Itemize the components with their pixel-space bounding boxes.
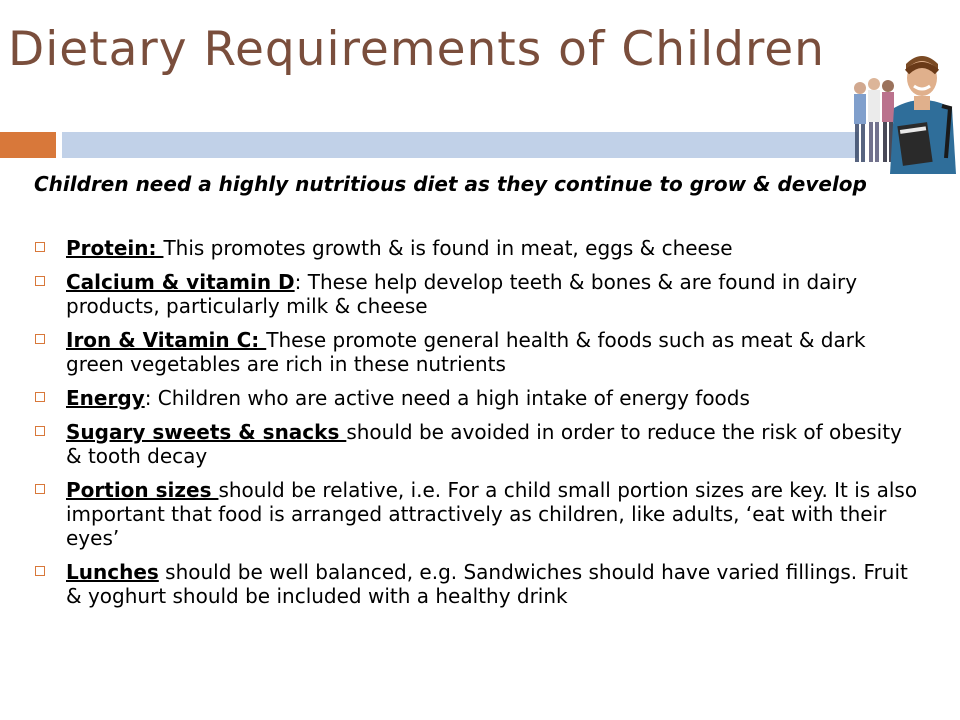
hollow-square-icon <box>35 484 45 494</box>
bullet-term: Lunches <box>66 560 159 584</box>
bullet-text: should be well balanced, e.g. Sandwiches should have varied fillings. Fruit & yoghurt should be included with a healthy drink <box>66 560 908 608</box>
hollow-square-icon <box>35 334 45 344</box>
bullet-term: Protein: <box>66 236 164 260</box>
list-item <box>0 386 920 410</box>
students-photo <box>846 48 960 174</box>
hollow-square-icon <box>35 426 45 436</box>
bullet-term: Iron & Vitamin C: <box>66 328 267 352</box>
bullet-term: Energy <box>66 386 145 410</box>
bullet-text: This promotes growth & is found in meat, eggs & cheese <box>163 236 733 260</box>
hollow-square-icon <box>35 242 45 252</box>
hollow-square-icon <box>35 276 45 286</box>
bullet-term: Calcium & vitamin D <box>66 270 295 294</box>
list-item <box>0 478 920 550</box>
bullet-term: Portion sizes <box>66 478 219 502</box>
bullet-term: Sugary sweets & snacks <box>66 420 347 444</box>
hollow-square-icon <box>35 392 45 402</box>
list-item <box>0 236 920 260</box>
bullet-text: should be relative, i.e. For a child small portion sizes are key. It is also important that food is arranged attractively as children, like adults, ‘eat with their eyes’ <box>66 478 918 550</box>
slide-title: Dietary Requirements of Children <box>8 22 825 77</box>
hollow-square-icon <box>35 566 45 576</box>
accent-bar-orange <box>0 132 56 158</box>
accent-bar-blue <box>62 132 858 158</box>
list-item <box>0 270 920 318</box>
bullet-text: : Children who are active need a high intake of energy foods <box>144 386 750 410</box>
intro-statement: Children need a highly nutritious diet as they continue to grow & develop <box>34 172 867 196</box>
bullet-text: These promote general health & foods such as meat & dark green vegetables are rich in these nutrients <box>66 328 866 376</box>
bullet-list <box>0 236 920 618</box>
list-item <box>0 328 920 376</box>
bullet-text: : These help develop teeth & bones & are found in dairy products, particularly milk & cheese <box>66 270 858 318</box>
list-item <box>0 560 920 608</box>
list-item <box>0 420 920 468</box>
bullet-text: should be avoided in order to reduce the risk of obesity & tooth decay <box>66 420 902 468</box>
